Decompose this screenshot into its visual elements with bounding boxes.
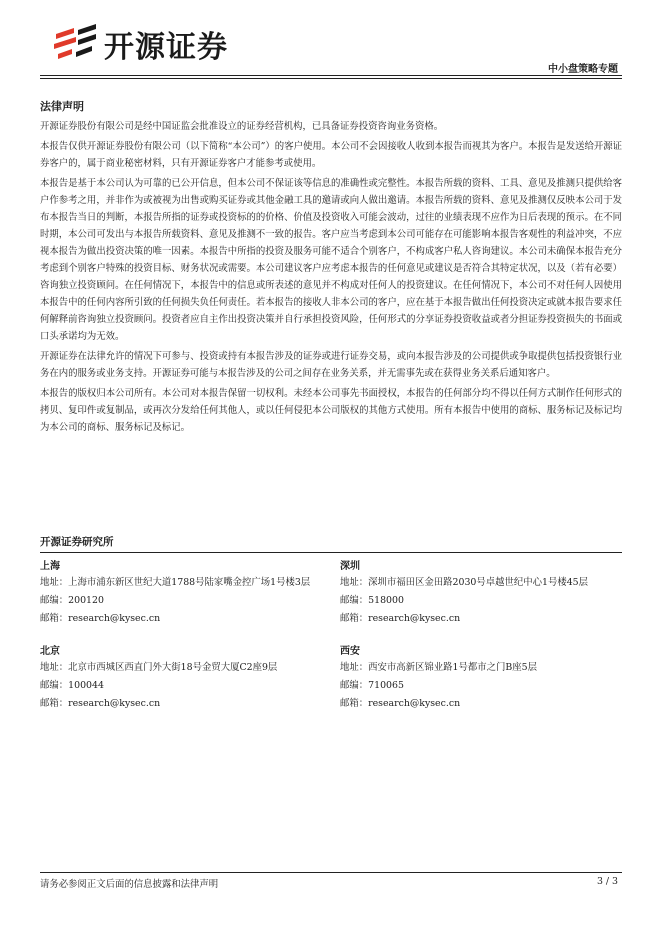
zip-label: 邮编：: [340, 595, 369, 606]
office-city: 深圳: [340, 561, 360, 572]
institute-section: [40, 534, 622, 727]
office-xian: [340, 642, 622, 713]
office-email: [340, 610, 622, 628]
address-label: 地址：: [340, 577, 369, 588]
address-value: 西安市高新区锦业路1号都市之门B座5层: [368, 662, 537, 673]
office-shanghai: [40, 557, 340, 628]
email-value: research@kysec.cn: [368, 698, 461, 709]
legal-paragraph: 本报告的版权归本公司所有。本公司对本报告保留一切权利。未经本公司事先书面授权，本报告的任何部分均不得以任何方式制作任何形式的拷贝、复印件或复制品，或再次分发给任何其他人，或以任何侵犯本公司版权的其他方式使用。所有本报告中使用的商标、服务标记及标记均为本公司的商标、服务标记及标记。: [40, 388, 622, 433]
office-zip: [40, 677, 340, 695]
office-grid: [40, 557, 622, 727]
legal-paragraph: 开源证券在法律允许的情况下可参与、投资或持有本报告涉及的证券或进行证券交易，或向本报告涉及的公司提供或争取提供包括投资银行业务在内的服务或业务支持。开源证券可能与本报告涉及的公司之间存在业务关系，并无需事先或在获得业务关系后通知客户。: [40, 351, 622, 379]
brand-logo: [52, 22, 252, 66]
office-email: [40, 695, 340, 713]
institute-title: 开源证券研究所: [40, 534, 622, 553]
address-label: 地址：: [40, 662, 69, 673]
address-value: 北京市西城区西直门外大街18号金贸大厦C2座9层: [68, 662, 278, 673]
legal-section: [40, 98, 622, 439]
legal-paragraph: 本报告仅供开源证券股份有限公司（以下简称“本公司”）的客户使用。本公司不会因接收人收到本报告而视其为客户。本报告是发送给开源证券客户的，属于商业秘密材料，只有开源证券客户才能参考或使用。: [40, 141, 622, 169]
page-number: 3 / 3: [596, 876, 618, 887]
address-label: 地址：: [340, 662, 369, 673]
office-email: [340, 695, 622, 713]
email-value: research@kysec.cn: [368, 613, 461, 624]
footer-divider: [40, 872, 622, 873]
office-address: [40, 574, 340, 592]
legal-paragraph: 开源证券股份有限公司是经中国证监会批准设立的证券经营机构，已具备证券投资咨询业务资格。: [40, 121, 444, 132]
email-label: 邮箱：: [40, 613, 69, 624]
kysec-logo-icon: [52, 24, 98, 64]
office-city: 北京: [40, 646, 60, 657]
address-value: 上海市浦东新区世纪大道1788号陆家嘴金控广场1号楼3层: [68, 577, 311, 588]
address-label: 地址：: [40, 577, 69, 588]
brand-name: 开源证券: [104, 30, 228, 65]
email-label: 邮箱：: [340, 613, 369, 624]
zip-value: 710065: [368, 680, 404, 691]
email-label: 邮箱：: [40, 698, 69, 709]
office-shenzhen: [340, 557, 622, 628]
zip-label: 邮编：: [40, 595, 69, 606]
office-zip: [340, 677, 622, 695]
email-value: research@kysec.cn: [68, 613, 161, 624]
office-zip: [40, 592, 340, 610]
zip-value: 100044: [68, 680, 104, 691]
office-city: 上海: [40, 561, 60, 572]
legal-paragraph: 本报告是基于本公司认为可靠的已公开信息，但本公司不保证该等信息的准确性或完整性。本报告所载的资料、工具、意见及推测只提供给客户作参考之用，并非作为或被视为出售或购买证券或其他金融工具的邀请或向人做出邀请。本报告所载的资料、意见及推测仅反映本公司于发布本报告当日的判断，本报告所指的证券或投资标的的价格、价值及投资收入可能会波动，过往的业绩表现不应作为日后表现的预示。在不同时期，本公司可发出与本报告所载资料、意见及推测不一致的报告。客户应当考虑到本公司可能存在可能影响本报告客观性的利益冲突，不应视本报告为做出投资决策的唯一因素。本报告中所指的投资及服务可能不适合个别客户，不构成客户私人咨询建议。本公司未确保本报告充分考虑到个别客户特殊的投资目标、财务状况或需要。本公司建议客户应考虑本报告的任何意见或建议是否符合其特定状况，以及（若有必要）咨询独立投资顾问。在任何情况下，本报告中的信息或所表述的意见并不构成对任何人的投资建议。在任何情况下，本公司不对任何人因使用本报告中的任何内容所引致的任何损失负任何责任。若本报告的接收人非本公司的客户，应在基于本报告做出任何投资决定或就本报告要求任何解释前咨询独立投资顾问。投资者应自主作出投资决策并自行承担投资风险，任何形式的分享证券投资收益或者分担证券投资损失的书面或口头承诺均为无效。: [40, 178, 622, 342]
zip-value: 518000: [368, 595, 404, 606]
zip-value: 200120: [68, 595, 104, 606]
address-value: 深圳市福田区金田路2030号卓越世纪中心1号楼45层: [368, 577, 589, 588]
office-address: [340, 574, 622, 592]
header-divider: [40, 75, 622, 76]
zip-label: 邮编：: [340, 680, 369, 691]
office-city: 西安: [340, 646, 360, 657]
footer-disclaimer: 请务必参阅正文后面的信息披露和法律声明: [40, 879, 219, 890]
zip-label: 邮编：: [40, 680, 69, 691]
email-label: 邮箱：: [340, 698, 369, 709]
report-type-label: 中小盘策略专题: [548, 64, 618, 75]
office-email: [40, 610, 340, 628]
office-beijing: [40, 642, 340, 713]
email-value: research@kysec.cn: [68, 698, 161, 709]
legal-title: 法律声明: [40, 100, 84, 113]
header-divider-thin: [40, 78, 622, 79]
office-address: [340, 659, 622, 677]
office-address: [40, 659, 340, 677]
office-zip: [340, 592, 622, 610]
